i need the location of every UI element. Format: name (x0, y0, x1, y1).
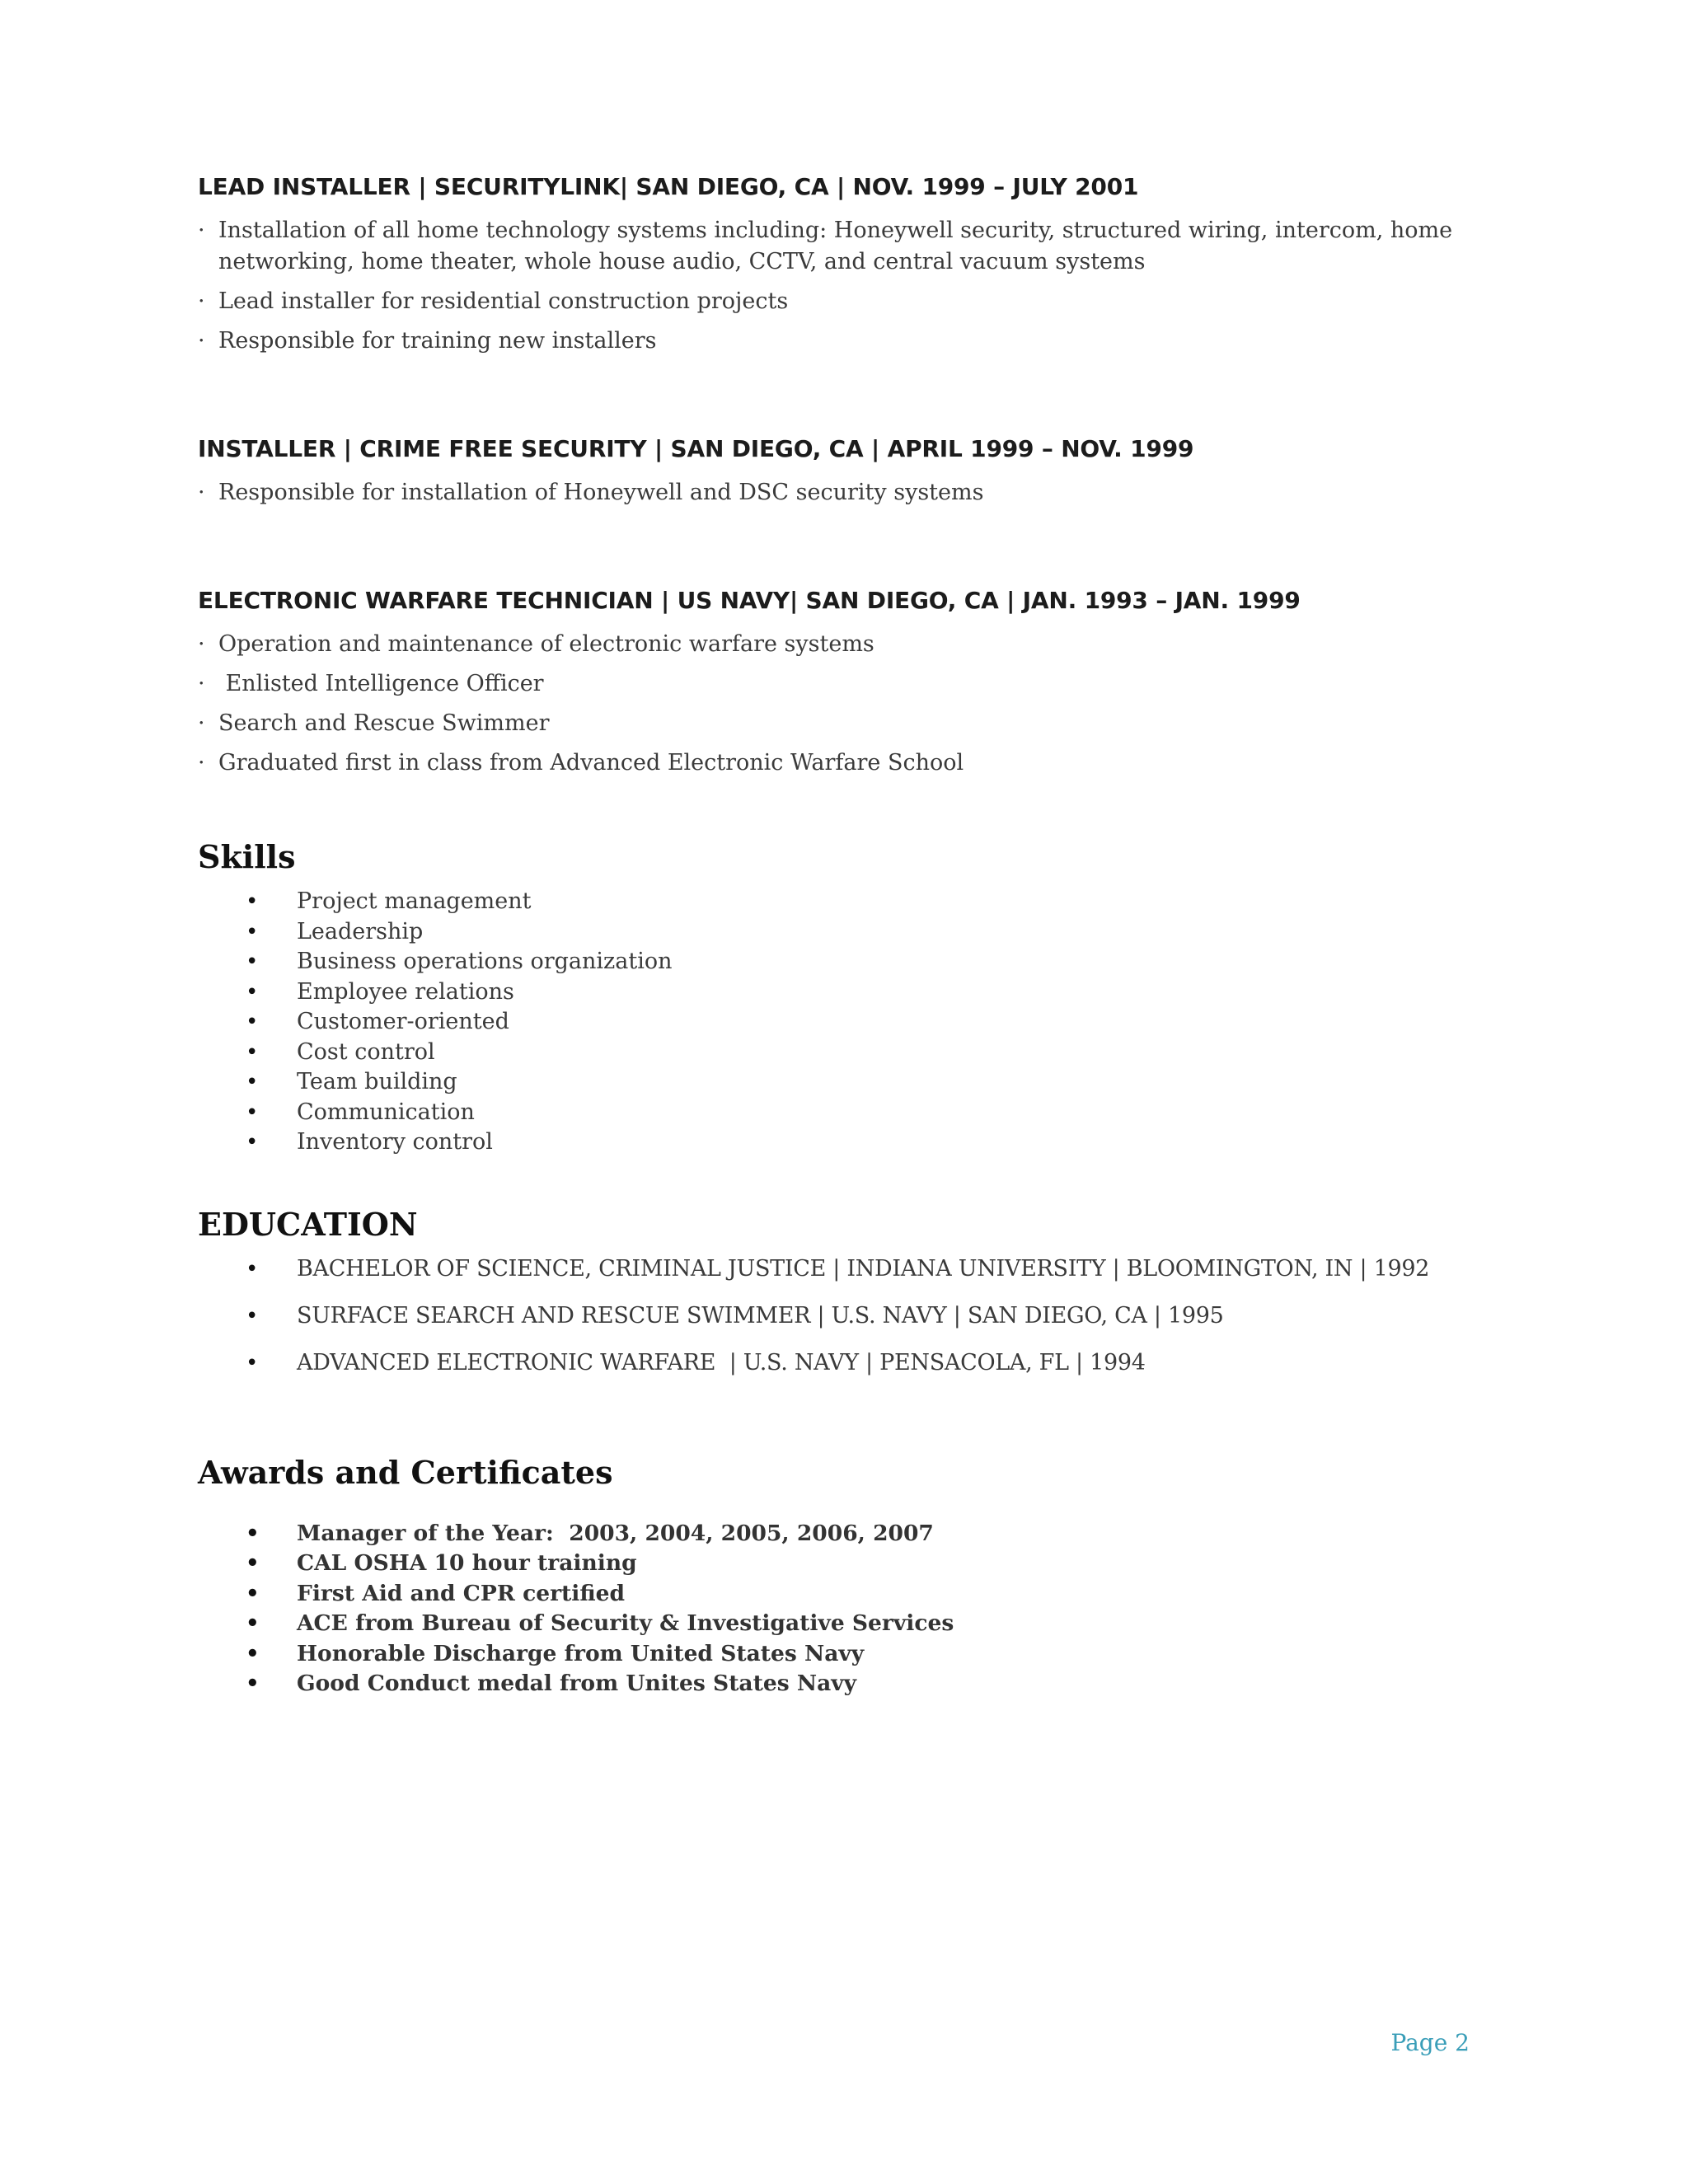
job-bullet-text: Search and Rescue Swimmer (218, 710, 550, 736)
list-item (198, 1609, 1484, 1639)
list-item (198, 1301, 1484, 1331)
bullet-icon: • (246, 1581, 260, 1606)
bullet-icon: • (246, 1039, 259, 1065)
bullet-icon: · (198, 750, 205, 776)
bullet-icon: • (246, 1010, 259, 1034)
education-text: BACHELOR OF SCIENCE, CRIMINAL JUSTICE | INDIANA UNIVERSITY | BLOOMINGTON, IN | 1992 (297, 1255, 1430, 1282)
job-bullet (198, 326, 1484, 357)
job-entry-lead-installer (198, 173, 1484, 357)
job-bullet (198, 286, 1484, 317)
education-heading: EDUCATION (198, 1205, 418, 1243)
awards-heading: Awards and Certificates (198, 1453, 613, 1491)
job-title: LEAD INSTALLER | SECURITYLINK| SAN DIEGO, CA | NOV. 1999 – JULY 2001 (198, 173, 1139, 200)
page-number: Page 2 (1390, 2029, 1470, 2056)
job-bullet (198, 215, 1484, 278)
skill-text: Business operations organization (297, 949, 673, 974)
bullet-icon: • (246, 1350, 259, 1376)
award-text: Honorable Discharge from United States Navy (297, 1640, 865, 1666)
job-bullet-list (198, 215, 1484, 357)
bullet-icon: • (246, 889, 259, 914)
bullet-icon: • (246, 1130, 259, 1155)
skills-section (198, 838, 1484, 1158)
skill-text: Employee relations (297, 978, 514, 1005)
skill-text: Customer-oriented (297, 1009, 509, 1034)
job-bullet-text: Graduated first in class from Advanced Electronic Warfare School (218, 750, 964, 776)
job-bullet (198, 477, 1484, 509)
award-text: ACE from Bureau of Security & Investigative Services (297, 1610, 954, 1636)
awards-list (198, 1519, 1484, 1699)
list-item (198, 917, 1484, 948)
bullet-icon: • (246, 1099, 259, 1125)
skills-heading: Skills (198, 838, 296, 875)
job-bullet (198, 629, 1484, 660)
job-bullet-text: Responsible for training new installers (218, 328, 657, 354)
list-item (198, 1579, 1484, 1610)
bullet-icon: • (246, 1641, 260, 1666)
job-entry-electronic-warfare-technician (198, 587, 1484, 779)
list-item (198, 887, 1484, 917)
award-text: Good Conduct medal from Unites States Navy (297, 1671, 857, 1696)
skill-text: Team building (297, 1069, 457, 1094)
list-item (198, 977, 1484, 1008)
resume-content (198, 173, 1484, 1699)
education-text: ADVANCED ELECTRONIC WARFARE | U.S. NAVY | PENSACOLA, FL | 1994 (297, 1349, 1146, 1376)
bullet-icon: • (246, 919, 259, 944)
job-bullet-list (198, 477, 1484, 509)
bullet-icon: · (198, 480, 205, 505)
list-item (198, 1348, 1484, 1378)
bullet-icon: • (246, 1070, 259, 1094)
bullet-icon: • (246, 949, 259, 974)
list-item (198, 1127, 1484, 1158)
bullet-icon: • (246, 1521, 260, 1546)
job-bullet (198, 668, 1484, 700)
job-bullet-text: Installation of all home technology systems including: Honeywell security, structured wiring, intercom, home networking, home theater, whole house audio, CCTV, and central vacuum systems (218, 218, 1453, 274)
job-bullet-text: Responsible for installation of Honeywell and DSC security systems (218, 480, 984, 505)
list-item (198, 1669, 1484, 1699)
bullet-icon: · (198, 710, 205, 736)
job-entry-installer (198, 435, 1484, 509)
job-title: INSTALLER | CRIME FREE SECURITY | SAN DIEGO, CA | APRIL 1999 – NOV. 1999 (198, 435, 1194, 462)
job-bullet (198, 748, 1484, 779)
education-section (198, 1206, 1484, 1378)
award-text: First Aid and CPR certified (297, 1580, 625, 1606)
skill-text: Cost control (297, 1038, 435, 1065)
list-item (198, 1639, 1484, 1670)
bullet-icon: · (198, 671, 205, 696)
awards-section (198, 1454, 1484, 1699)
education-text: SURFACE SEARCH AND RESCUE SWIMMER | U.S. NAVY | SAN DIEGO, CA | 1995 (297, 1302, 1224, 1329)
job-bullet-text: Operation and maintenance of electronic warfare systems (218, 631, 874, 657)
job-title: ELECTRONIC WARFARE TECHNICIAN | US NAVY| SAN DIEGO, CA | JAN. 1993 – JAN. 1999 (198, 587, 1301, 614)
list-item (198, 1098, 1484, 1128)
bullet-icon: · (198, 218, 205, 243)
list-item (198, 1007, 1484, 1038)
bullet-icon: • (246, 1303, 259, 1329)
education-list (198, 1254, 1484, 1378)
award-text: CAL OSHA 10 hour training (297, 1550, 637, 1576)
job-bullet-list (198, 629, 1484, 779)
bullet-icon: • (246, 1611, 260, 1636)
skills-list (198, 887, 1484, 1158)
bullet-icon: · (198, 631, 205, 657)
bullet-icon: · (198, 328, 205, 354)
list-item (198, 1067, 1484, 1098)
skill-text: Leadership (297, 918, 424, 944)
job-bullet-text: Lead installer for residential construction projects (218, 288, 789, 314)
bullet-icon: · (198, 288, 205, 314)
bullet-icon: • (246, 979, 259, 1005)
bullet-icon: • (246, 1256, 259, 1282)
list-item (198, 947, 1484, 977)
list-item (198, 1254, 1484, 1284)
list-item (198, 1038, 1484, 1068)
skill-text: Project management (297, 888, 532, 914)
list-item (198, 1519, 1484, 1549)
award-text: Manager of the Year: 2003, 2004, 2005, 2006, 2007 (297, 1520, 934, 1546)
skill-text: Communication (297, 1099, 475, 1125)
list-item (198, 1549, 1484, 1579)
job-bullet (198, 708, 1484, 739)
skill-text: Inventory control (297, 1129, 493, 1155)
bullet-icon: • (246, 1551, 260, 1576)
bullet-icon: • (246, 1671, 260, 1696)
job-bullet-text: Enlisted Intelligence Officer (218, 671, 544, 696)
